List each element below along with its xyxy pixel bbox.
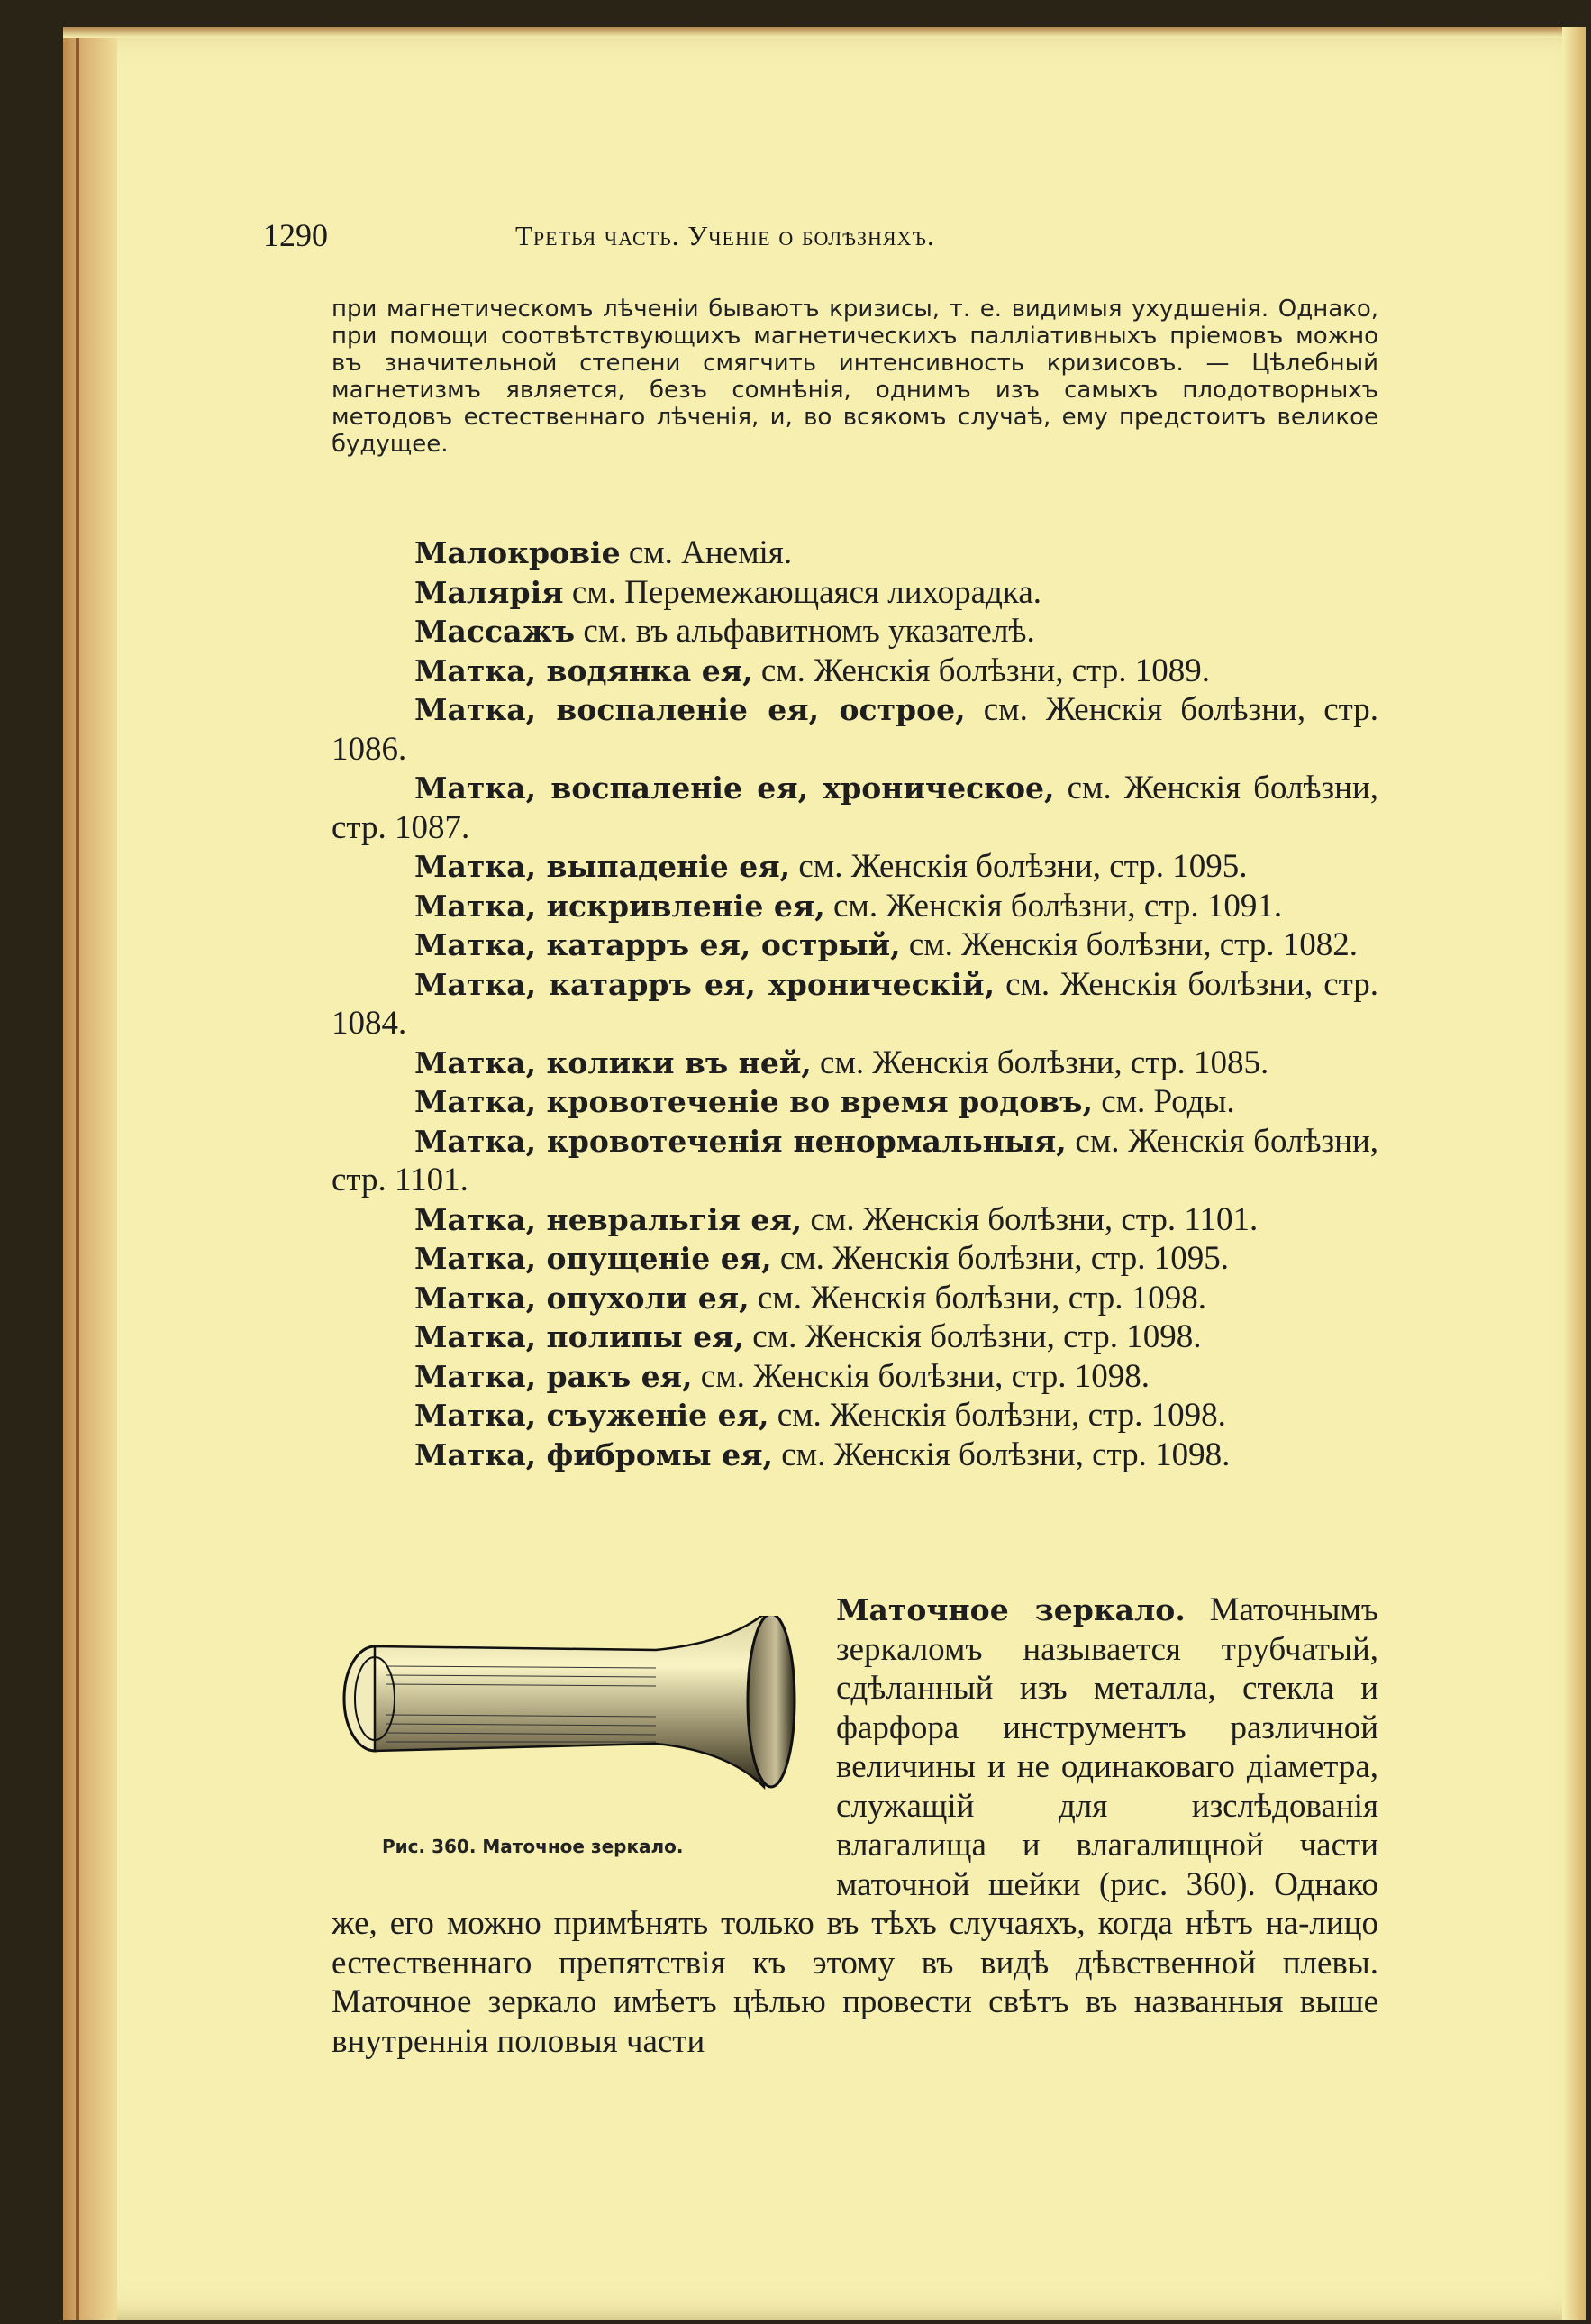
entry-reference: см. Женскія болѣзни, стр. 1101. [802,1200,1259,1238]
index-entry [332,847,1378,887]
intro-paragraph: при магнетическомъ лѣченіи бываютъ кризисы, т. е. видимыя ухудшенія. Однако, при помощи соотвѣтствующихъ магнетическихъ палліативныхъ пріемовъ можно въ значительной степени смягчить интенсивность кризисовъ. — Цѣлебный магнетизмъ является, безъ сомнѣнія, однимъ изъ самыхъ плодотворныхъ методовъ естественнаго лѣченія, и, во всякомъ случаѣ, ему предстоитъ великое будущее. [332,296,1378,458]
entry-term: Матка, колики въ ней, [414,1044,812,1080]
entry-reference: см. Женскія болѣзни, стр. 1095. [790,848,1248,885]
page-binding [63,27,117,2320]
index-entry [332,925,1378,965]
index-entry [332,533,1378,573]
index-entry [332,612,1378,652]
page-number: 1290 [263,217,328,253]
entry-reference: см. Женскія болѣзни, стр. 1098. [749,1279,1207,1317]
speculum-term: Маточное зеркало. [836,1592,1186,1627]
entry-term: Матка, катарръ ея, хроническій, [414,966,996,1002]
entry-reference: см. Женскія болѣзни, стр. 1086. [332,691,1379,768]
figure-360 [332,1607,818,1877]
entry-term: Матка, водянка ея, [414,652,753,688]
entry-term: Матка, опухоли ея, [414,1280,750,1316]
index-entry [332,652,1378,691]
entry-reference: см. Женскія болѣзни, стр. 1084. [332,965,1378,1042]
index-entry [332,887,1378,926]
index-entry [332,965,1378,1044]
index-entries [332,533,1378,1474]
entry-term: Матка, ракъ ея, [414,1358,693,1394]
entry-term: Матка, фибромы ея, [414,1436,773,1472]
entry-reference: см. Женскія болѣзни, стр. 1098. [692,1357,1150,1395]
entry-term: Матка, катарръ ея, острый, [414,927,901,962]
entry-term: Массажъ [414,614,576,649]
running-title: Третья часть. Ученіе о болѣзняхъ. [515,220,935,251]
speculum-illustration-icon [332,1616,800,1796]
page-top-edge [63,27,1586,38]
index-entry [332,573,1378,613]
speculum-text: Маточнымъ зеркаломъ называется трубчатый, сдѣланный изъ металла, стекла и фарфора инструментъ различной величины и не одинаковаго діаметра, служащій для изслѣдованія влагалища и влагалищной части маточной шейки (рис. 360). Однако же, его можно примѣнять только въ тѣхъ случаяхъ, когда нѣтъ на-лицо естественнаго препятствія къ этому въ видѣ дѣвственной плевы. Маточное зеркало имѣетъ цѣлью провести свѣтъ въ названныя выше внутреннія половыя части [332,1591,1378,2060]
index-entry [332,1082,1378,1122]
entry-term: Малярія [414,574,564,610]
entry-term: Матка, невральгія ея, [414,1201,803,1237]
entry-term: Матка, опущеніе ея, [414,1241,772,1276]
entry-term: Малокровіе [414,535,621,570]
entry-reference: см. Женскія болѣзни, стр. 1082. [900,926,1359,963]
entry-term: Матка, полипы ея, [414,1319,745,1354]
entry-reference: см. Женскія болѣзни, стр. 1098. [772,1435,1231,1473]
entry-reference: см. Женскія болѣзни, стр. 1095. [771,1240,1230,1277]
entry-reference: см. Роды. [1092,1083,1235,1120]
entry-term: Матка, выпаденіе ея, [414,849,791,884]
entry-reference: см. Женскія болѣзни, стр. 1089. [752,652,1211,689]
entry-term: Матка, искривленіе ея, [414,888,825,924]
entry-reference: см. въ альфавитномъ указателѣ. [575,613,1035,650]
entry-term: Матка, воспаленіе ея, хроническое, [414,770,1055,806]
index-entry [332,1239,1378,1279]
index-entry [332,1279,1378,1318]
entry-reference: см. Женскія болѣзни, стр. 1087. [332,770,1379,846]
entry-reference: см. Перемежающаяся лихорадка. [563,573,1041,611]
index-entry [332,1396,1378,1435]
index-entry [332,1044,1378,1083]
entry-term: Матка, кровотеченіе во время родовъ, [414,1084,1093,1119]
figure-caption: Рис. 360. Маточное зеркало. [382,1836,684,1857]
entry-reference: см. Женскія болѣзни, стр. 1101. [332,1122,1378,1198]
entry-term: Матка, кровотеченія ненормальныя, [414,1123,1067,1159]
entry-reference: см. Анемія. [620,534,793,571]
entry-term: Матка, съуженіе ея, [414,1398,769,1433]
entry-reference: см. Женскія болѣзни, стр. 1085. [811,1044,1269,1081]
entry-reference: см. Женскія болѣзни, стр. 1098. [768,1397,1226,1434]
index-entry [332,1435,1378,1475]
index-entry [332,1317,1378,1357]
index-entry [332,1200,1378,1240]
index-entry [332,1357,1378,1397]
index-entry [332,690,1378,769]
running-header [263,216,1377,256]
index-entry [332,1122,1378,1200]
entry-term: Матка, воспаленіе ея, острое, [414,692,966,727]
speculum-entry [332,1590,1378,2061]
page-right-edge [1562,27,1586,2320]
entry-reference: см. Женскія болѣзни, стр. 1098. [744,1318,1202,1355]
entry-reference: см. Женскія болѣзни, стр. 1091. [824,887,1283,925]
index-entry [332,769,1378,847]
